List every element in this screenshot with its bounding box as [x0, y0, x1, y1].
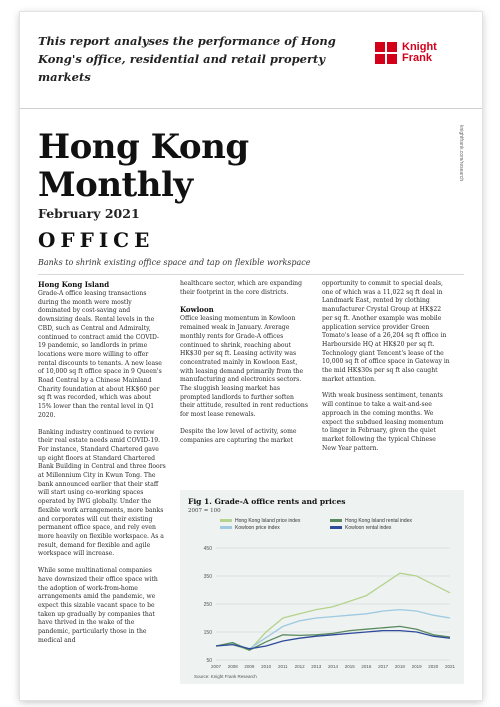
logo-line-2: Frank: [402, 52, 432, 64]
x-tick-label-12: 2019: [411, 664, 422, 669]
knight-frank-logo: [375, 42, 465, 66]
col2-paragraph-0: healthcare sector, which are expanding their footprint in the core districts.: [180, 280, 302, 296]
x-tick-label-5: 2012: [294, 664, 305, 669]
series-line-0: [216, 573, 450, 650]
legend-label-3: Kowloon rental index: [345, 525, 392, 531]
rents-prices-chart: [180, 490, 464, 684]
x-tick-label-8: 2015: [344, 664, 355, 669]
x-tick-label-9: 2016: [361, 664, 372, 669]
text-column-3: [322, 280, 450, 461]
subheading-divider: [38, 274, 464, 275]
chart-unit: 2007 = 100: [188, 508, 221, 514]
col1-paragraph-1: Grade-A office leasing transactions during the month were mostly dominated by cost-saving and downsizing deals. Rental levels in the CBD, such as Central and Admiralty, continued to contract amid the COVID-19 pandemic, so landlords in prime locations were more willing to offer rental discounts to tenants. A new lease of 10,000 sq ft office space in 9 Queen's Road Central by a Chinese Mainland Charity foundation at about HK$60 per sq ft was recorded, which was about 15% lower than the rental level in Q1 2020.: [38, 290, 162, 419]
intro-text: This report analyses the performance of Hong Kong's office, residential and retail property markets: [38, 34, 336, 84]
x-tick-label-0: 2007: [210, 664, 222, 669]
x-tick-label-2: 2009: [244, 664, 255, 669]
x-tick-label-3: 2010: [261, 664, 272, 669]
report-date: February 2021: [38, 206, 140, 221]
y-tick-label-3: 350: [203, 574, 212, 580]
legend-label-0: Hong Kong Island price index: [235, 518, 301, 524]
report-title: [38, 128, 249, 204]
col3-paragraph-2: With weak business sentiment, tenants will continue to take a wait-and-see approach in the coming months. We expect the subdued leasing momentum to linger in February, given the quiet market following the typical Chinese New Year pattern.: [322, 392, 444, 452]
vertical-url: [453, 125, 464, 250]
col1-paragraph-3: While some multinational companies have downsized their office space with the adoption of work-from-home arrangements amid the pandemic, we expect this sizable vacant space to be taken up gradually by companies that have thrived in the wake of the pandemic, particularly those in the medical and: [38, 567, 158, 644]
col1-heading: Hong Kong Island: [38, 280, 110, 289]
legend-label-2: Hong Kong Island rental index: [345, 518, 412, 524]
col3-paragraph-1: opportunity to commit to special deals, one of which was a 11,022 sq ft deal in Landmark East, rented by clothing manufacturer Crystal Group at HK$22 per sq ft. Another example was mobile application service provider Green Tomato's lease of a 26,204 sq ft office in Harbourside HQ at HK$20 per sq ft. Technology giant Tencent's lease of the 10,000 sq ft of office space in Gateway in the mid HK$30s per sq ft also caught market attention.: [322, 280, 450, 383]
logo-line-1: Knight: [402, 41, 437, 53]
series-line-2: [216, 626, 450, 650]
vertical-url-text: knightfrank.com/research: [458, 125, 464, 182]
col2-paragraph-2: Despite the low level of activity, some companies are capturing the market: [180, 427, 297, 444]
col2-heading: Kowloon: [180, 305, 214, 315]
section-title: OFFICE: [38, 228, 155, 252]
col1-paragraph-2: Banking industry continued to review their real estate needs amid COVID-19. For instance, Standard Chartered gave up eight floors at Standard Chartered Bank Building in Central and three floors at Millennium City in Kwun Tong. The bank announced earlier that their staff will start using co-working spaces operated by IWG globally. Under the flexible work arrangements, more banks and corporates will cut their existing permanent office space, and rely even more heavily on flexible workspace. As a result, demand for flexible and agile workspace will increase.: [38, 428, 166, 558]
x-tick-label-4: 2011: [278, 664, 288, 669]
y-tick-label-1: 150: [203, 630, 212, 636]
x-tick-label-10: 2017: [378, 664, 389, 669]
x-tick-label-11: 2018: [394, 664, 405, 669]
x-tick-label-1: 2008: [227, 664, 238, 669]
text-column-1: [38, 280, 166, 653]
x-tick-label-7: 2014: [327, 664, 339, 669]
y-tick-label-2: 250: [203, 602, 212, 608]
logo-wordmark: [402, 42, 437, 64]
x-tick-label-6: 2013: [311, 664, 322, 669]
col2-paragraph-1: Office leasing momentum in Kowloon remained weak in January. Average monthly rents for Grade-A offices continued to shrink, reaching about HK$30 per sq ft. Leasing activity was concentrated mainly in Kowloon East, with leasing demand primarily from the manufacturing and electronics sectors. The sluggish leasing market has prompted landlords to further soften their attitude, resulted in rent reductions for most lease renewals.: [180, 315, 308, 419]
section-subheading: Banks to shrink existing office space and tap on flexible workspace: [38, 258, 311, 267]
line-plot: [180, 490, 464, 684]
y-tick-label-0: 50: [206, 658, 212, 664]
text-column-2: [180, 280, 308, 453]
report-page: [20, 12, 482, 700]
x-tick-label-13: 2020: [428, 664, 439, 669]
chart-source: Source: Knight Frank Research: [194, 674, 257, 679]
title-line-1: Hong Kong: [38, 127, 249, 167]
chart-title: Fig 1. Grade-A office rents and prices: [188, 497, 346, 506]
x-tick-label-14: 2021: [444, 664, 456, 669]
legend-label-1: Kowloon price index: [235, 525, 280, 531]
y-tick-label-4: 450: [203, 546, 212, 552]
logo-mark-icon: [375, 42, 397, 64]
title-line-2: Monthly: [38, 165, 193, 205]
header-divider: [20, 108, 482, 109]
